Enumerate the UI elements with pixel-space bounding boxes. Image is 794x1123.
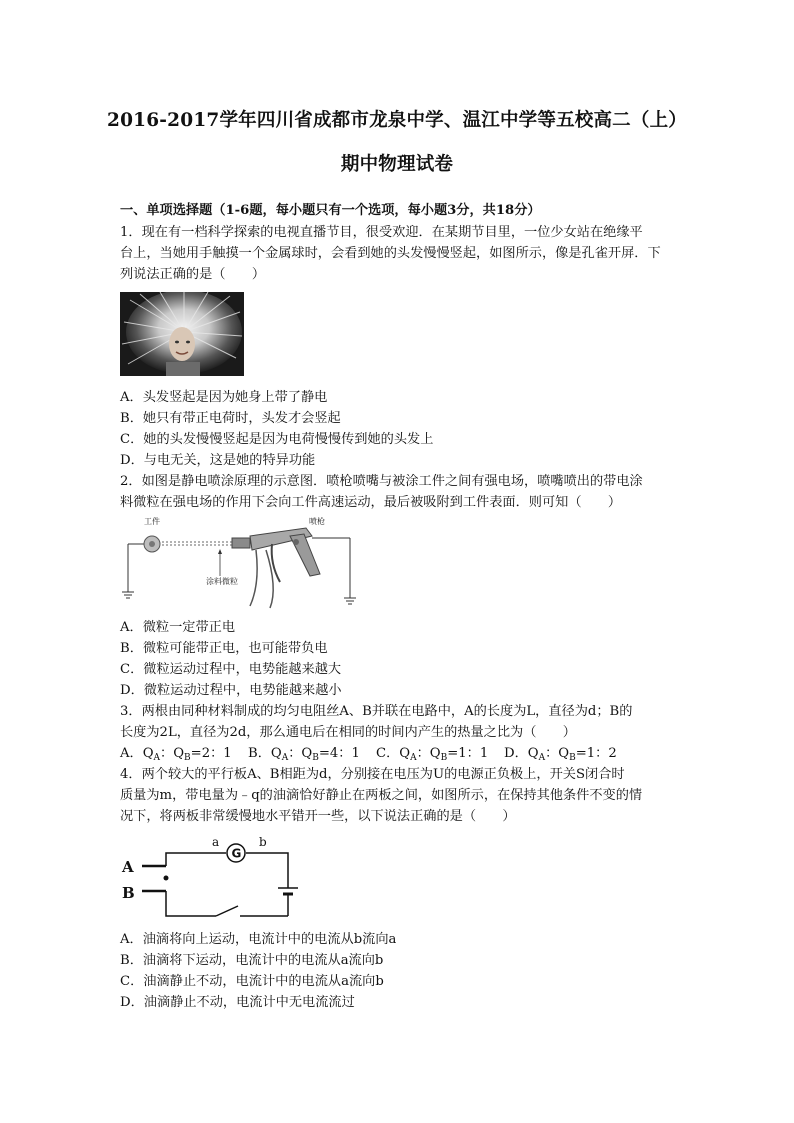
question-3-stem-line: 长度为2L，直径为2d，那么通电后在相同的时间内产生的热量之比为（ ） xyxy=(120,725,576,740)
question-4-option-c: C．油滴静止不动，电流计中的电流从a流向b xyxy=(120,974,384,989)
question-2-stem-line: 料微粒在强电场的作用下会向工件高速运动，最后被吸附到工件表面．则可知（ ） xyxy=(120,495,622,510)
plate-a-label: A xyxy=(122,858,134,876)
question-2-stem-line: 2．如图是静电喷涂原理的示意图．喷枪喷嘴与被涂工件之间有强电场，喷嘴喷出的带电涂 xyxy=(120,474,643,489)
question-1-option-c: C．她的头发慢慢竖起是因为电荷慢慢传到她的头发上 xyxy=(120,432,434,447)
electrostatic-spray-diagram xyxy=(120,514,370,614)
question-4-option-a: A．油滴将向上运动，电流计中的电流从b流向a xyxy=(120,932,397,947)
parallel-plate-circuit-diagram xyxy=(118,832,308,924)
question-3-stem-line: 3．两根由同种材料制成的均匀电阻丝A、B并联在电路中，A的长度为L，直径为d；B的 xyxy=(120,704,633,719)
oil-drop-icon xyxy=(164,876,169,881)
question-3-option-a: A．$Q_A$：$Q_B=2$：1 xyxy=(120,746,232,763)
question-3-option-c: C．$Q_A$：$Q_B=1$：1 xyxy=(376,746,489,763)
document-title-line2: 期中物理试卷 xyxy=(340,154,454,175)
question-1-option-d: D．与电无关，这是她的特异功能 xyxy=(120,453,316,468)
plate-b-label: B xyxy=(122,884,135,902)
question-4-stem-line: 4．两个较大的平行板A、B相距为d，分别接在电压为U的电源正负极上，开关S闭合时 xyxy=(120,767,625,782)
galvanometer-label: G xyxy=(231,846,242,861)
particles-label: 涂料微粒 xyxy=(206,577,238,586)
question-2-option-c: C．微粒运动过程中，电势能越来越大 xyxy=(120,662,342,677)
spray-gun-icon xyxy=(232,528,320,608)
question-4-stem-line: 况下，将两板非常缓慢地水平错开一些，以下说法正确的是（ ） xyxy=(120,809,516,824)
node-b-label: b xyxy=(259,835,267,849)
switch-icon xyxy=(216,906,238,916)
question-4-option-b: B．油滴将下运动，电流计中的电流从a流向b xyxy=(120,953,384,968)
question-2-option-b: B．微粒可能带正电，也可能带负电 xyxy=(120,641,328,656)
document-title-line1: 2016-2017学年四川省成都市龙泉中学、温江中学等五校高二（上） xyxy=(107,110,687,131)
section-heading: 一、单项选择题（1-6题，每小题只有一个选项，每小题3分，共18分） xyxy=(120,203,541,218)
question-1-option-b: B．她只有带正电荷时，头发才会竖起 xyxy=(120,411,341,426)
workpiece-label: 工件 xyxy=(144,517,160,526)
girl-hair-photo xyxy=(120,292,244,376)
node-a-label: a xyxy=(212,835,220,849)
question-1-stem-line: 列说法正确的是（ ） xyxy=(120,267,266,282)
question-1-stem-line: 1．现在有一档科学探索的电视直播节目，很受欢迎．在某期节目里，一位少女站在绝缘平 xyxy=(120,225,643,240)
question-1-stem-line: 台上，当她用手触摸一个金属球时，会看到她的头发慢慢竖起，如图所示，像是孔雀开屏．下 xyxy=(120,246,661,261)
spray-gun-label: 喷枪 xyxy=(309,517,325,526)
question-3-option-b: B．$Q_A$：$Q_B=4$：1 xyxy=(248,746,360,763)
question-2-option-d: D．微粒运动过程中，电势能越来越小 xyxy=(120,683,342,698)
question-1-option-a: A．头发竖起是因为她身上带了静电 xyxy=(120,390,328,405)
question-2-option-a: A．微粒一定带正电 xyxy=(120,620,236,635)
question-4-option-d: D．油滴静止不动，电流计中无电流流过 xyxy=(120,995,355,1010)
question-4-stem-line: 质量为m，带电量为﹣q的油滴恰好静止在两板之间，如图所示，在保持其他条件不变的情 xyxy=(120,788,643,803)
question-3-option-d: D．$Q_A$：$Q_B=1$：2 xyxy=(504,746,617,763)
